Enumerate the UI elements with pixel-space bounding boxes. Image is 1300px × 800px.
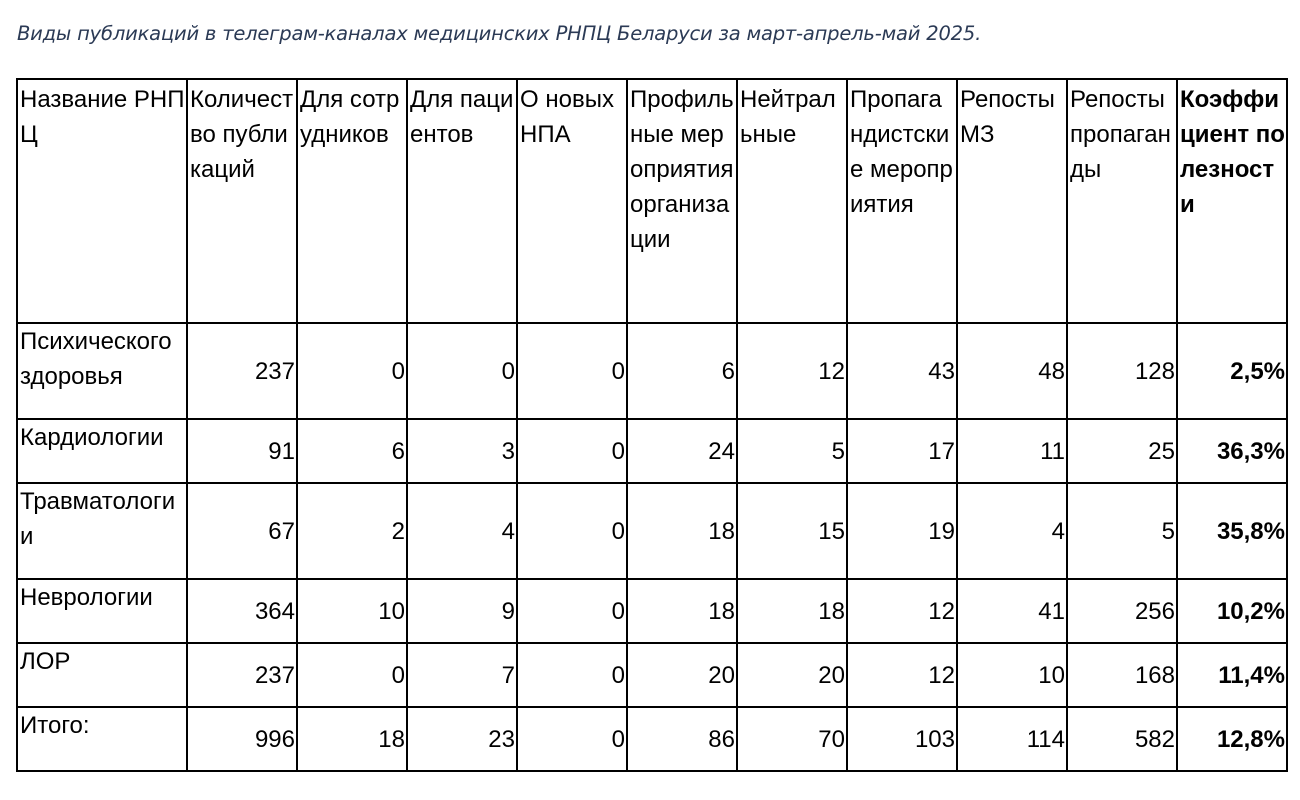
cell-staff: 18 (297, 707, 407, 771)
cell-neutral: 70 (737, 707, 847, 771)
cell-reposts-propaganda: 168 (1067, 643, 1177, 707)
header-profile-events: Профильные мероприятия организации (627, 79, 737, 323)
cell-reposts-propaganda: 25 (1067, 419, 1177, 483)
cell-count: 237 (187, 643, 297, 707)
cell-name: Психического здоровья (17, 323, 187, 419)
cell-coefficient: 10,2% (1177, 579, 1287, 643)
cell-profile: 6 (627, 323, 737, 419)
cell-staff: 0 (297, 323, 407, 419)
cell-profile: 24 (627, 419, 737, 483)
cell-profile: 18 (627, 579, 737, 643)
cell-neutral: 5 (737, 419, 847, 483)
cell-reposts-mz: 4 (957, 483, 1067, 579)
cell-propaganda-events: 12 (847, 579, 957, 643)
cell-propaganda-events: 17 (847, 419, 957, 483)
cell-reposts-mz: 48 (957, 323, 1067, 419)
table-caption: Виды публикаций в телеграм-каналах медицинских РНПЦ Беларуси за март-апрель-май 2025. (17, 22, 982, 45)
cell-neutral: 15 (737, 483, 847, 579)
cell-patients: 3 (407, 419, 517, 483)
cell-npa: 0 (517, 483, 627, 579)
cell-count: 67 (187, 483, 297, 579)
cell-neutral: 20 (737, 643, 847, 707)
cell-coefficient: 11,4% (1177, 643, 1287, 707)
cell-reposts-propaganda: 5 (1067, 483, 1177, 579)
cell-patients: 7 (407, 643, 517, 707)
cell-reposts-propaganda: 256 (1067, 579, 1177, 643)
header-staff: Для сотрудников (297, 79, 407, 323)
cell-name: ЛОР (17, 643, 187, 707)
cell-staff: 10 (297, 579, 407, 643)
cell-patients: 4 (407, 483, 517, 579)
cell-reposts-propaganda: 128 (1067, 323, 1177, 419)
cell-npa: 0 (517, 643, 627, 707)
cell-name: Итого: (17, 707, 187, 771)
cell-count: 237 (187, 323, 297, 419)
cell-neutral: 18 (737, 579, 847, 643)
header-propaganda-events: Пропагандистские мероприятия (847, 79, 957, 323)
cell-staff: 2 (297, 483, 407, 579)
cell-coefficient: 36,3% (1177, 419, 1287, 483)
cell-patients: 0 (407, 323, 517, 419)
cell-npa: 0 (517, 579, 627, 643)
cell-count: 91 (187, 419, 297, 483)
header-reposts-mz: Репосты МЗ (957, 79, 1067, 323)
header-reposts-propaganda: Репосты пропаганды (1067, 79, 1177, 323)
cell-profile: 18 (627, 483, 737, 579)
cell-patients: 23 (407, 707, 517, 771)
cell-reposts-mz: 11 (957, 419, 1067, 483)
cell-patients: 9 (407, 579, 517, 643)
table-row (17, 643, 1287, 707)
table-row (17, 323, 1287, 419)
cell-profile: 86 (627, 707, 737, 771)
cell-propaganda-events: 103 (847, 707, 957, 771)
table-header-row (17, 79, 1287, 323)
cell-count: 996 (187, 707, 297, 771)
cell-npa: 0 (517, 707, 627, 771)
cell-npa: 0 (517, 323, 627, 419)
cell-coefficient: 35,8% (1177, 483, 1287, 579)
cell-reposts-mz: 41 (957, 579, 1067, 643)
publications-table (16, 78, 1288, 772)
cell-neutral: 12 (737, 323, 847, 419)
cell-staff: 0 (297, 643, 407, 707)
cell-coefficient: 2,5% (1177, 323, 1287, 419)
cell-profile: 20 (627, 643, 737, 707)
cell-reposts-propaganda: 582 (1067, 707, 1177, 771)
table-row (17, 419, 1287, 483)
cell-propaganda-events: 43 (847, 323, 957, 419)
header-neutral: Нейтральные (737, 79, 847, 323)
cell-npa: 0 (517, 419, 627, 483)
table-row (17, 483, 1287, 579)
header-name: Название РНПЦ (17, 79, 187, 323)
table-row-total (17, 707, 1287, 771)
cell-staff: 6 (297, 419, 407, 483)
cell-propaganda-events: 19 (847, 483, 957, 579)
header-patients: Для пациентов (407, 79, 517, 323)
header-coefficient: Коэффициент полезности (1177, 79, 1287, 323)
table-row (17, 579, 1287, 643)
cell-reposts-mz: 10 (957, 643, 1067, 707)
cell-name: Неврологии (17, 579, 187, 643)
cell-coefficient: 12,8% (1177, 707, 1287, 771)
header-count: Количество публикаций (187, 79, 297, 323)
cell-propaganda-events: 12 (847, 643, 957, 707)
cell-name: Травматологии (17, 483, 187, 579)
cell-name: Кардиологии (17, 419, 187, 483)
header-npa: О новых НПА (517, 79, 627, 323)
cell-reposts-mz: 114 (957, 707, 1067, 771)
cell-count: 364 (187, 579, 297, 643)
